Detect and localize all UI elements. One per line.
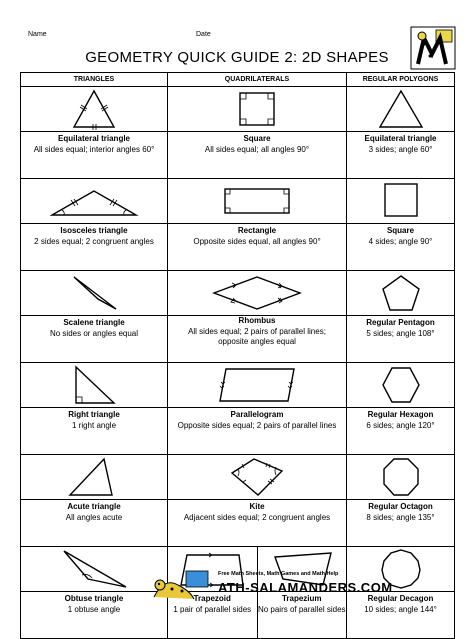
isosceles-triangle-icon [44, 179, 144, 223]
rhombus-name: Rhombus [238, 316, 276, 325]
regular-hexagon-name: Regular Hexagon [367, 410, 434, 419]
parallelogram-desc: Opposite sides equal; 2 pairs of parallel lines [177, 420, 337, 430]
trapezium-desc: No pairs of parallel sides [257, 604, 346, 614]
kite-icon [202, 455, 312, 499]
regular-hexagon-icon [366, 363, 436, 407]
regular-square-icon [366, 179, 436, 223]
acute-triangle-icon [54, 455, 134, 499]
rectangle-icon [207, 179, 307, 223]
equilateral-triangle-name: Equilateral triangle [57, 134, 131, 143]
isosceles-triangle-name: Isosceles triangle [60, 226, 128, 235]
obtuse-triangle-icon [54, 547, 134, 591]
square-icon [222, 87, 292, 131]
regular-square-desc: 4 sides; angle 90° [368, 236, 433, 246]
equilateral-triangle-desc: All sides equal; interior angles 60° [33, 144, 155, 154]
trapezoid-desc: 1 pair of parallel sides [173, 604, 252, 614]
right-triangle-desc: 1 right angle [71, 420, 117, 430]
shapes-table [20, 72, 454, 639]
obtuse-triangle-desc: 1 obtuse angle [67, 604, 121, 614]
regular-triangle-icon [366, 87, 436, 131]
column-header-regular-polygons: REGULAR POLYGONS [347, 73, 455, 87]
trapezoid-name: Trapezoid [193, 594, 231, 603]
footer-tagline: Free Math Sheets, Math Games and Math Help [218, 571, 339, 577]
page-title: GEOMETRY QUICK GUIDE 2: 2D SHAPES [85, 49, 389, 66]
rectangle-name: Rectangle [237, 226, 277, 235]
square-name: Square [243, 134, 271, 143]
column-header-triangles: TRIANGLES [21, 73, 168, 87]
rhombus-desc: All sides equal; 2 pairs of parallel lines; opposite angles equal [188, 326, 326, 346]
regular-triangle-desc: 3 sides; angle 60° [368, 144, 433, 154]
rectangle-desc: Opposite sides equal, all angles 90° [193, 236, 321, 246]
regular-decagon-desc: 10 sides; angle 144° [364, 604, 437, 614]
kite-desc: Adjacent sides equal; 2 congruent angles [183, 512, 331, 522]
equilateral-triangle-icon [59, 87, 129, 131]
obtuse-triangle-name: Obtuse triangle [64, 594, 124, 603]
regular-hexagon-desc: 6 sides; angle 120° [366, 420, 435, 430]
regular-octagon-name: Regular Octagon [368, 502, 433, 511]
rhombus-icon [202, 271, 312, 315]
square-desc: All sides equal; all angles 90° [204, 144, 310, 154]
regular-square-name: Square [386, 226, 415, 235]
regular-pentagon-name: Regular Pentagon [366, 318, 435, 327]
acute-triangle-name: Acute triangle [67, 502, 121, 511]
trapezium-name: Trapezium [281, 594, 322, 603]
parallelogram-name: Parallelogram [230, 410, 284, 419]
parallelogram-icon [202, 363, 312, 407]
date-label: Date [196, 31, 211, 38]
scalene-triangle-icon [54, 271, 134, 315]
right-triangle-name: Right triangle [68, 410, 120, 419]
salamander-mascot-icon [150, 569, 214, 601]
scalene-triangle-desc: No sides or angles equal [49, 328, 139, 338]
kite-name: Kite [249, 502, 265, 511]
isosceles-triangle-desc: 2 sides equal; 2 congruent angles [34, 236, 154, 246]
regular-triangle-name: Equilateral triangle [364, 134, 437, 143]
column-header-quadrilaterals: QUADRILATERALS [168, 73, 347, 87]
footer-branding [150, 569, 400, 603]
scalene-triangle-name: Scalene triangle [63, 318, 125, 327]
regular-octagon-icon [366, 455, 436, 499]
name-label: Name [28, 31, 47, 38]
acute-triangle-desc: All angles acute [65, 512, 123, 522]
regular-pentagon-desc: 5 sides; angle 108° [366, 328, 435, 338]
regular-decagon-name: Regular Decagon [367, 594, 434, 603]
right-triangle-icon [54, 363, 134, 407]
regular-octagon-desc: 8 sides; angle 135° [366, 512, 435, 522]
footer-brand[interactable]: ATH-SALAMANDERS.COM [218, 580, 393, 595]
regular-pentagon-icon [366, 271, 436, 315]
